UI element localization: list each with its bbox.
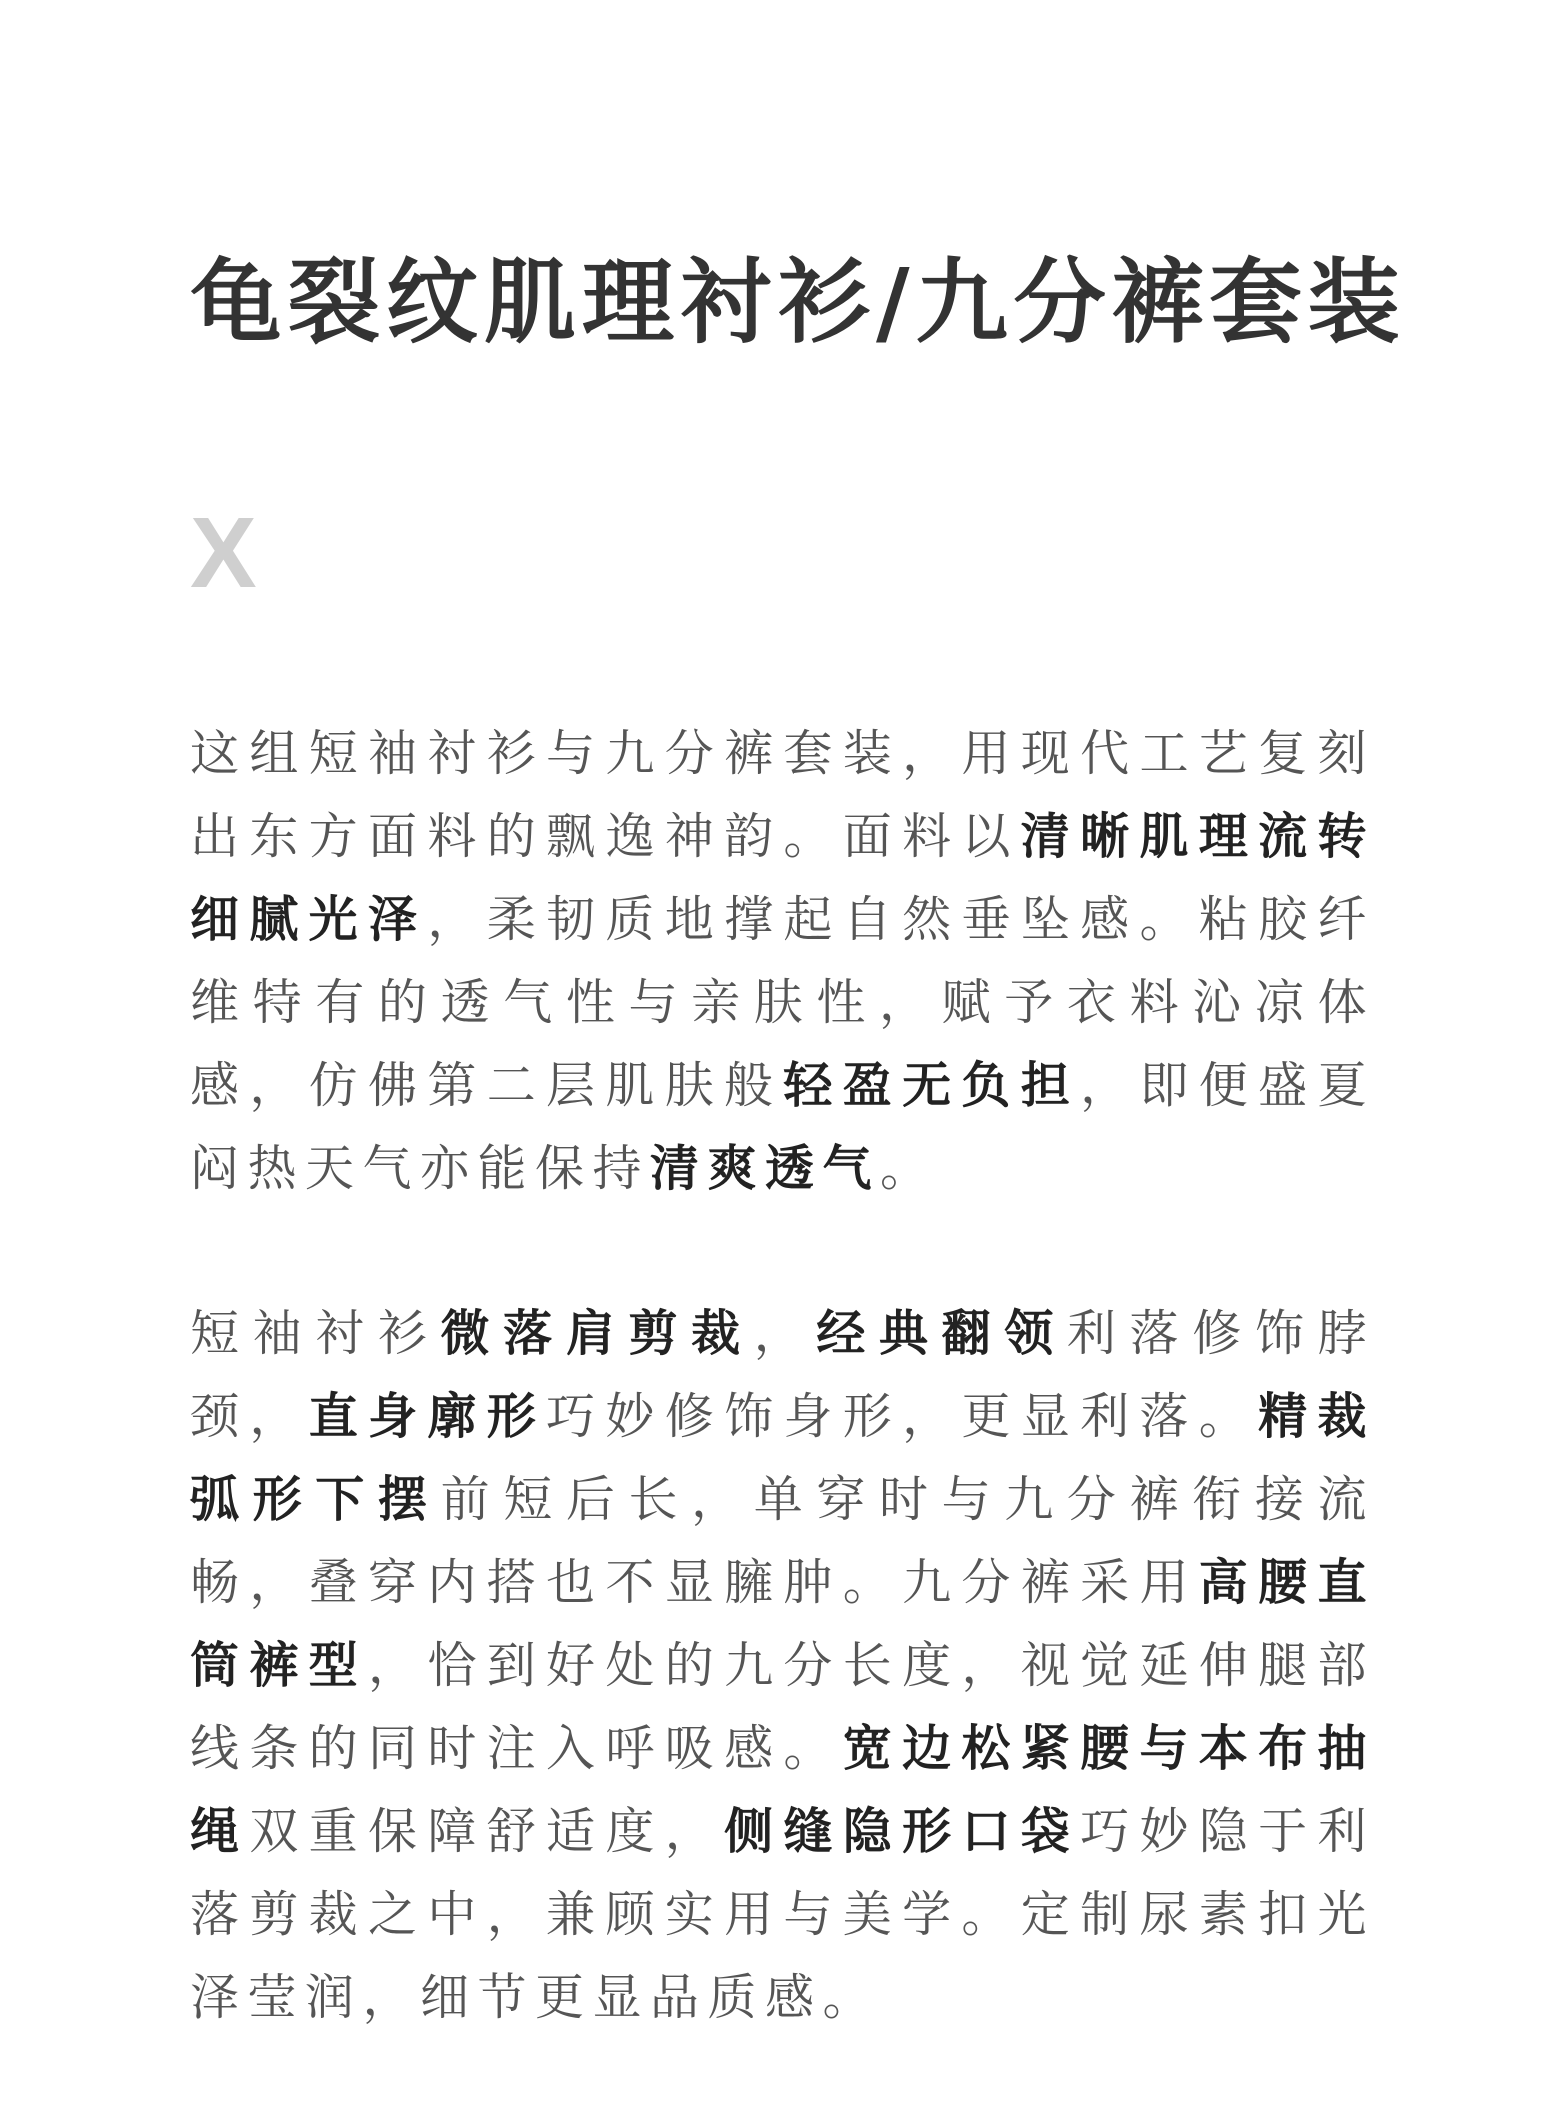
- body-paragraph-1: [190, 712, 1375, 1210]
- emphasis-text: 精裁弧形下摆: [190, 1388, 1375, 1528]
- body-text: 短袖衬衫: [190, 1305, 441, 1362]
- body-text: 利落修饰脖颈，: [190, 1305, 1375, 1445]
- emphasis-text: 清晰肌理流转细腻光泽: [190, 808, 1375, 948]
- body-text: 巧妙修饰身形，更显利落。: [546, 1388, 1259, 1445]
- emphasis-text: 宽边松紧腰与本布抽绳: [190, 1720, 1375, 1860]
- separator-mark: X: [190, 497, 257, 609]
- body-text: 双重保障舒适度，: [249, 1803, 725, 1860]
- body-text: 前短后长，单穿时与九分裤衔接流畅，叠穿内搭也不显臃肿。九分裤采用: [190, 1471, 1375, 1611]
- emphasis-text: 清爽透气: [650, 1140, 881, 1197]
- emphasis-text: 轻盈无负担: [783, 1057, 1081, 1114]
- body-text: 这组短袖衬衫与九分裤套装，用现代工艺复刻出东方面料的飘逸神韵。面料以: [190, 725, 1375, 865]
- body-text: ，: [753, 1305, 817, 1362]
- body-paragraph-2: [190, 1292, 1375, 2039]
- emphasis-text: 微落肩剪裁: [440, 1305, 754, 1362]
- body-text: 巧妙隐于利落剪裁之中，兼顾实用与美学。定制尿素扣光泽莹润，细节更显品质感。: [190, 1803, 1375, 2026]
- body-text: ，恰到好处的九分长度，视觉延伸腿部线条的同时注入呼吸感。: [190, 1637, 1375, 1777]
- emphasis-text: 直身廓形: [308, 1388, 547, 1445]
- body-text: ，即便盛夏闷热天气亦能保持: [190, 1057, 1375, 1197]
- body-text: 。: [880, 1140, 938, 1197]
- emphasis-text: 侧缝隐形口袋: [724, 1803, 1081, 1860]
- emphasis-text: 经典翻领: [816, 1305, 1067, 1362]
- emphasis-text: 高腰直筒裤型: [190, 1554, 1375, 1694]
- page-title: 龟裂纹肌理衬衫/九分裤套装: [190, 249, 1406, 356]
- body-text: ，柔韧质地撑起自然垂坠感。粘胶纤维特有的透气性与亲肤性，赋予衣料沁凉体感，仿佛第二层肌肤般: [190, 891, 1375, 1114]
